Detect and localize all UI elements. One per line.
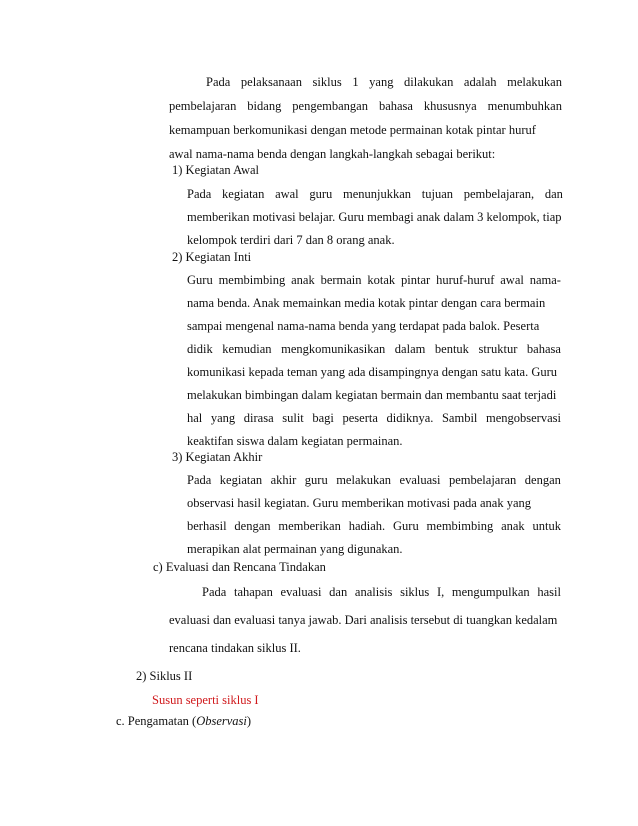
word: guru (304, 473, 328, 487)
step-2-line-4 (187, 341, 561, 357)
word: I, (436, 585, 445, 599)
word: bahasa (526, 342, 561, 356)
word: Pada (202, 585, 227, 599)
step-3-label: 3) Kegiatan Akhir (172, 450, 263, 464)
step-2-line-6: melakukan bimbingan dalam kegiatan bermain dan membantu saat terjadi (187, 388, 557, 402)
intro-line-2 (169, 98, 562, 114)
word: evaluasi (280, 585, 322, 599)
observation-suffix: ) (246, 714, 252, 728)
evaluation-heading: c) Evaluasi dan Rencana Tindakan (153, 560, 326, 574)
evaluation-line-2: evaluasi dan evaluasi tanya jawab. Dari analisis tersebut di tuangkan kedalam (169, 613, 558, 627)
step-3-line-1 (187, 472, 561, 488)
cycle-2-note: Susun seperti siklus I (152, 693, 259, 707)
word: menunjukkan (343, 187, 412, 201)
step-1-line-1 (187, 186, 563, 202)
step-1-label: 1) Kegiatan Awal (172, 163, 260, 177)
word: melakukan (507, 75, 562, 89)
word: peserta (342, 411, 378, 425)
word: pelaksanaan (240, 75, 302, 89)
step-2-line-8: keaktifan siswa dalam kegiatan permainan. (187, 434, 403, 448)
word: akhir (270, 473, 297, 487)
word: Pada (187, 473, 212, 487)
word: hadiah. (348, 519, 386, 533)
word: dirasa (243, 411, 274, 425)
word: menumbuhkan (487, 99, 562, 113)
word: guru (309, 187, 333, 201)
word: Sambil (441, 411, 478, 425)
step-2-line-5: komunikasi kepada teman yang ada disampingnya dengan satu kata. Guru (187, 365, 558, 379)
word: tujuan (421, 187, 453, 201)
evaluation-line-1 (202, 584, 561, 600)
word: huruf-huruf (436, 273, 495, 287)
word: dan (544, 187, 563, 201)
word: pembelajaran, (463, 187, 535, 201)
word: awal (275, 187, 299, 201)
word: pintar (401, 273, 431, 287)
word: bentuk (434, 342, 469, 356)
step-2-line-2: nama benda. Anak memainkan media kotak pintar dengan cara bermain (187, 296, 546, 310)
step-1-line-3: kelompok terdiri dari 7 dan 8 orang anak. (187, 233, 395, 247)
word: 1 (352, 75, 359, 89)
word: sulit (282, 411, 304, 425)
word: mengumpulkan (451, 585, 530, 599)
word: yang (210, 411, 236, 425)
word: evaluasi (399, 473, 441, 487)
word: Guru (187, 273, 213, 287)
word: mengobservasi (485, 411, 561, 425)
word: kegiatan (219, 473, 263, 487)
word: tahapan (233, 585, 273, 599)
word: pengembangan (292, 99, 368, 113)
step-2-line-3: sampai mengenal nama-nama benda yang terdapat pada balok. Peserta (187, 319, 540, 333)
word: kemudian (222, 342, 272, 356)
observation-term: Observasi (196, 714, 247, 728)
word: pembelajaran (169, 99, 237, 113)
word: memberikan (278, 519, 341, 533)
word: mengkomunikasikan (281, 342, 386, 356)
word: bermain (320, 273, 362, 287)
word: dan (329, 585, 348, 599)
word: Pada (206, 75, 231, 89)
word: analisis (354, 585, 393, 599)
word: anak (501, 519, 525, 533)
word: yang (369, 75, 394, 89)
word: siklus (400, 585, 430, 599)
step-3-line-2: observasi hasil kegiatan. Guru memberikan motivasi pada anak yang (187, 496, 531, 510)
word: awal (500, 273, 524, 287)
word: nama- (529, 273, 561, 287)
word: dalam (394, 342, 426, 356)
word: Pada (187, 187, 212, 201)
intro-line-3: kemampuan berkomunikasi dengan metode permainan kotak pintar huruf (169, 123, 536, 137)
word: hal (187, 411, 203, 425)
step-2-line-1 (187, 272, 561, 288)
word: Guru (393, 519, 419, 533)
word: membimbing (426, 519, 494, 533)
word: anak (291, 273, 315, 287)
word: dilakukan (404, 75, 454, 89)
intro-line-4: awal nama-nama benda dengan langkah-langkah sebagai berikut: (169, 147, 496, 161)
word: kegiatan (222, 187, 265, 201)
word: dengan (524, 473, 561, 487)
cycle-2-heading: 2) Siklus II (136, 669, 193, 683)
word: bagi (312, 411, 334, 425)
step-2-line-7 (187, 410, 561, 426)
word: siklus (312, 75, 342, 89)
word: didiknya. (386, 411, 434, 425)
word: dengan (234, 519, 271, 533)
word: hasil (537, 585, 561, 599)
word: membimbing (218, 273, 286, 287)
word: berhasil (187, 519, 227, 533)
word: bidang (247, 99, 282, 113)
observation-heading (116, 713, 251, 729)
observation-prefix: c. Pengamatan ( (116, 714, 197, 728)
intro-line-1 (206, 74, 562, 90)
word: kotak (367, 273, 396, 287)
step-2-label: 2) Kegiatan Inti (172, 250, 252, 264)
word: bahasa (378, 99, 413, 113)
word: adalah (463, 75, 497, 89)
step-1-line-2: memberikan motivasi belajar. Guru membagi anak dalam 3 kelompok, tiap (187, 210, 562, 224)
word: didik (187, 342, 213, 356)
evaluation-line-3: rencana tindakan siklus II. (169, 641, 301, 655)
word: khususnya (423, 99, 477, 113)
word: pembelajaran (448, 473, 517, 487)
word: struktur (478, 342, 518, 356)
word: untuk (532, 519, 561, 533)
word: melakukan (336, 473, 392, 487)
step-3-line-4: merapikan alat permainan yang digunakan. (187, 542, 403, 556)
step-3-line-3 (187, 518, 561, 534)
